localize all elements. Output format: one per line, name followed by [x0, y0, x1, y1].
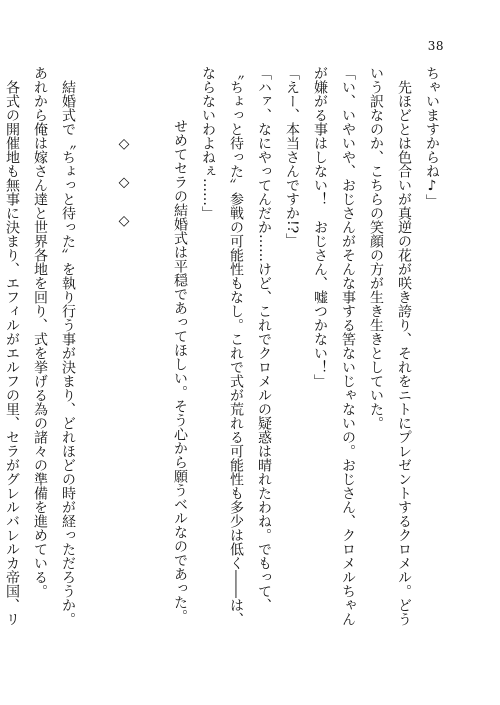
page-number: 38 [427, 39, 444, 53]
text-line: ちゃいますからね♪」 [424, 66, 440, 208]
text-line: いう訳なのか、こちらの笑顔の方が生き生きとしていた。 [368, 66, 384, 430]
blank-line [82, 66, 110, 666]
vertical-text-body [4, 66, 446, 666]
text-line: 各式の開催地も無事に決まり、エフィルがエルフの里、セラがグレルバレルカ帝国、リ [4, 80, 20, 626]
text-line: 「い、いやいや、おじさんがそんな事する筈ないじゃないの。おじさん、クロメルちゃん [340, 66, 356, 626]
text-line: あれから俺は嫁さん達と世界各地を回り、式を挙げる為の諸々の準備を進めている。 [32, 66, 48, 598]
text-line: ならないわよねぇ……」 [200, 66, 216, 220]
section-separator: ◇◇◇ [116, 136, 132, 252]
text-line: 「ハァ、なにやってんだか……けど、これでクロメルの疑惑は晴れたわね。でもって、 [256, 66, 272, 612]
text-line: が嫌がる事はしない！ おじさん、嘘つかない！」 [312, 66, 328, 388]
text-line: 「えー、本当さんですか!?」 [284, 66, 300, 248]
text-line: 〝ちょっと待った〟参戦の可能性もなし。これで式が荒れる可能性も多少は低く――は、 [228, 66, 244, 626]
blank-line [138, 66, 166, 666]
text-line: 先ほどとは色合いが真逆の花が咲き誇り、それをニトにプレゼントするクロメル。どう [396, 80, 412, 626]
text-line: せめてセラの結婚式は平穏であってほしい。そう心から願うベルなのであった。 [172, 119, 188, 624]
text-line: 結婚式で〝ちょっと待った〟を執り行う事が決まり、どれほどの時が経っただろうか。 [60, 80, 76, 626]
